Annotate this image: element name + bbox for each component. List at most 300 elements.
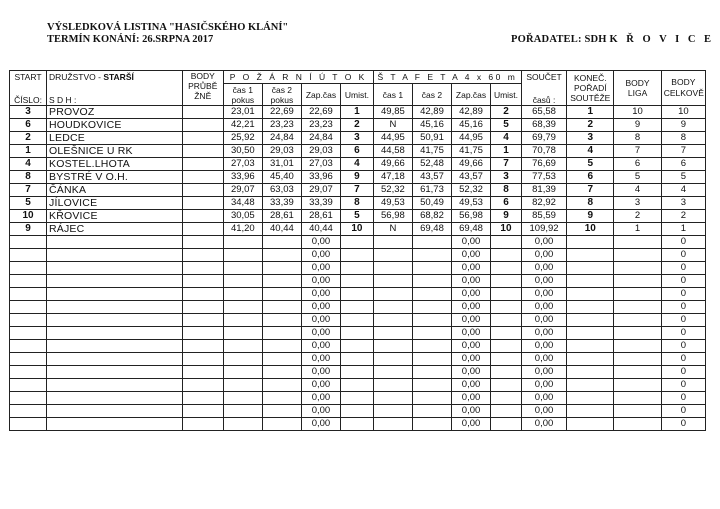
cell-body-prubezne [182, 301, 223, 314]
cell-start [10, 262, 47, 275]
cell-pu-zap: 27,03 [301, 158, 340, 171]
cell-body-celkove: 0 [661, 366, 705, 379]
cell-body-liga [614, 392, 661, 405]
cell-pu-umist: 9 [340, 171, 373, 184]
table-row [10, 132, 706, 145]
cell-pu-cas2: 28,61 [262, 210, 301, 223]
cell-st-umist: 8 [491, 184, 522, 197]
cell-st-cas1 [373, 353, 412, 366]
cell-konec-poradi [567, 301, 614, 314]
cell-pu-cas1 [223, 379, 262, 392]
cell-body-liga [614, 314, 661, 327]
cell-pu-cas2 [262, 236, 301, 249]
cell-pu-umist: 10 [340, 223, 373, 236]
cell-st-zap: 0,00 [452, 366, 491, 379]
cell-st-cas1: N [373, 223, 412, 236]
cell-konec-poradi: 10 [567, 223, 614, 236]
cell-konec-poradi [567, 366, 614, 379]
cell-body-prubezne [182, 262, 223, 275]
cell-team [47, 366, 183, 379]
cell-team [47, 405, 183, 418]
cell-soucet: 0,00 [521, 275, 566, 288]
cell-body-liga [614, 353, 661, 366]
cell-start [10, 379, 47, 392]
cell-st-zap: 69,48 [452, 223, 491, 236]
cell-konec-poradi: 8 [567, 197, 614, 210]
cell-st-zap: 0,00 [452, 275, 491, 288]
cell-st-cas1: 44,95 [373, 132, 412, 145]
cell-body-liga: 6 [614, 158, 661, 171]
cell-st-zap: 49,53 [452, 197, 491, 210]
cell-pu-zap: 23,23 [301, 119, 340, 132]
cell-soucet: 69,79 [521, 132, 566, 145]
col-soucet-bottom: časů : [521, 84, 566, 106]
cell-pu-cas1: 33,96 [223, 171, 262, 184]
cell-start: 2 [10, 132, 47, 145]
cell-body-prubezne [182, 145, 223, 158]
cell-konec-poradi: 2 [567, 119, 614, 132]
table-row [10, 184, 706, 197]
col-st-zap: Zap.čas [452, 84, 491, 106]
cell-body-liga: 1 [614, 223, 661, 236]
col-body-liga: BODY LIGA [614, 71, 661, 106]
cell-konec-poradi [567, 379, 614, 392]
cell-st-cas2 [412, 249, 451, 262]
cell-st-umist: 7 [491, 158, 522, 171]
cell-pu-cas2: 31,01 [262, 158, 301, 171]
cell-body-celkove: 0 [661, 249, 705, 262]
col-st-umist: Umist. [491, 84, 522, 106]
cell-st-zap: 41,75 [452, 145, 491, 158]
cell-team: PROVOZ [47, 106, 183, 119]
cell-konec-poradi [567, 340, 614, 353]
cell-soucet: 68,39 [521, 119, 566, 132]
cell-pu-zap: 0,00 [301, 275, 340, 288]
cell-st-cas2 [412, 262, 451, 275]
col-pozarni-utok: P O Ž Á R N Í Ú T O K [223, 71, 373, 84]
cell-st-cas1: 44,58 [373, 145, 412, 158]
cell-body-prubezne [182, 249, 223, 262]
cell-konec-poradi [567, 236, 614, 249]
col-konec-poradi: KONEČ. POŘADÍ SOUTĚŽE [567, 71, 614, 106]
cell-st-cas2 [412, 340, 451, 353]
cell-soucet: 82,92 [521, 197, 566, 210]
document-title [47, 22, 288, 46]
cell-st-cas2: 50,91 [412, 132, 451, 145]
cell-st-cas1: 56,98 [373, 210, 412, 223]
cell-body-prubezne [182, 223, 223, 236]
cell-team [47, 379, 183, 392]
col-soucet-top: SOUČET [521, 71, 566, 84]
cell-start: 5 [10, 197, 47, 210]
cell-konec-poradi [567, 353, 614, 366]
cell-start [10, 249, 47, 262]
cell-body-liga: 10 [614, 106, 661, 119]
cell-st-cas1: 49,53 [373, 197, 412, 210]
cell-st-umist [491, 418, 522, 431]
cell-body-prubezne [182, 288, 223, 301]
cell-konec-poradi [567, 392, 614, 405]
title-line-1: VÝSLEDKOVÁ LISTINA "HASIČSKÉHO KLÁNÍ" [47, 22, 289, 33]
cell-body-celkove: 0 [661, 379, 705, 392]
cell-body-prubezne [182, 184, 223, 197]
table-row [10, 236, 706, 249]
cell-pu-cas1 [223, 275, 262, 288]
cell-pu-cas1: 34,48 [223, 197, 262, 210]
cell-st-zap: 0,00 [452, 379, 491, 392]
cell-st-umist [491, 405, 522, 418]
cell-pu-cas1: 30,50 [223, 145, 262, 158]
cell-pu-umist [340, 418, 373, 431]
cell-team [47, 301, 183, 314]
table-row [10, 353, 706, 366]
cell-soucet: 81,39 [521, 184, 566, 197]
cell-pu-zap: 0,00 [301, 340, 340, 353]
table-row [10, 340, 706, 353]
cell-team [47, 275, 183, 288]
cell-pu-cas1 [223, 288, 262, 301]
cell-body-celkove: 0 [661, 314, 705, 327]
cell-start [10, 327, 47, 340]
cell-st-umist [491, 340, 522, 353]
table-row [10, 119, 706, 132]
cell-st-zap: 0,00 [452, 327, 491, 340]
cell-pu-zap: 28,61 [301, 210, 340, 223]
cell-st-cas2: 43,57 [412, 171, 451, 184]
cell-st-zap: 0,00 [452, 249, 491, 262]
cell-pu-cas2 [262, 327, 301, 340]
cell-pu-zap: 0,00 [301, 379, 340, 392]
cell-team: HOUDKOVICE [47, 119, 183, 132]
cell-pu-zap: 0,00 [301, 249, 340, 262]
cell-st-cas1 [373, 327, 412, 340]
cell-pu-umist [340, 262, 373, 275]
cell-pu-umist [340, 340, 373, 353]
col-body-prubezne: BODY PRŮBĚ ŽNĚ [182, 71, 223, 106]
cell-start: 1 [10, 145, 47, 158]
cell-soucet: 0,00 [521, 405, 566, 418]
results-table [9, 70, 706, 431]
cell-start [10, 314, 47, 327]
cell-konec-poradi [567, 275, 614, 288]
cell-start [10, 301, 47, 314]
cell-pu-zap: 24,84 [301, 132, 340, 145]
table-row [10, 405, 706, 418]
cell-st-zap: 0,00 [452, 418, 491, 431]
cell-pu-zap: 40,44 [301, 223, 340, 236]
cell-body-prubezne [182, 236, 223, 249]
cell-soucet: 0,00 [521, 418, 566, 431]
cell-start [10, 405, 47, 418]
cell-pu-umist [340, 379, 373, 392]
cell-st-zap: 0,00 [452, 236, 491, 249]
cell-start: 9 [10, 223, 47, 236]
druzstvo-category: STARŠÍ [103, 72, 134, 83]
cell-st-cas1 [373, 379, 412, 392]
cell-start [10, 236, 47, 249]
table-row [10, 275, 706, 288]
cell-body-celkove: 9 [661, 119, 705, 132]
cell-pu-zap: 0,00 [301, 236, 340, 249]
cell-konec-poradi [567, 327, 614, 340]
cell-body-liga: 7 [614, 145, 661, 158]
organizer-label: POŘADATEL: [511, 34, 582, 45]
cell-st-umist [491, 288, 522, 301]
cell-st-cas2 [412, 327, 451, 340]
cell-st-cas2: 69,48 [412, 223, 451, 236]
cell-st-zap: 0,00 [452, 392, 491, 405]
table-row [10, 249, 706, 262]
cell-soucet: 0,00 [521, 340, 566, 353]
cell-body-celkove: 0 [661, 392, 705, 405]
cell-st-cas2 [412, 392, 451, 405]
cell-st-cas1: N [373, 119, 412, 132]
cell-team [47, 340, 183, 353]
cell-start [10, 275, 47, 288]
cell-body-celkove: 0 [661, 288, 705, 301]
cell-st-cas1: 49,85 [373, 106, 412, 119]
cell-body-celkove: 4 [661, 184, 705, 197]
cell-body-prubezne [182, 366, 223, 379]
col-st-cas2: čas 2 [412, 84, 451, 106]
col-pu-cas2: čas 2 pokus [262, 84, 301, 106]
cell-body-celkove: 10 [661, 106, 705, 119]
cell-pu-cas2 [262, 340, 301, 353]
cell-soucet: 109,92 [521, 223, 566, 236]
cell-pu-zap: 29,07 [301, 184, 340, 197]
cell-pu-cas1 [223, 327, 262, 340]
cell-pu-zap: 0,00 [301, 353, 340, 366]
cell-start: 3 [10, 106, 47, 119]
cell-st-cas1 [373, 366, 412, 379]
cell-pu-umist: 5 [340, 210, 373, 223]
cell-st-zap: 0,00 [452, 262, 491, 275]
cell-body-liga [614, 418, 661, 431]
cell-st-zap: 44,95 [452, 132, 491, 145]
cell-pu-cas2 [262, 379, 301, 392]
cell-st-cas2 [412, 301, 451, 314]
cell-pu-umist [340, 366, 373, 379]
cell-pu-cas1 [223, 418, 262, 431]
table-row [10, 210, 706, 223]
cell-st-umist: 9 [491, 210, 522, 223]
cell-st-umist [491, 262, 522, 275]
cell-team [47, 392, 183, 405]
cell-body-liga [614, 275, 661, 288]
cell-st-zap: 0,00 [452, 288, 491, 301]
cell-start: 4 [10, 158, 47, 171]
cell-st-cas2 [412, 236, 451, 249]
table-header [10, 71, 706, 106]
cell-body-liga: 4 [614, 184, 661, 197]
cell-st-cas2: 52,48 [412, 158, 451, 171]
cell-pu-cas2 [262, 301, 301, 314]
cell-body-prubezne [182, 132, 223, 145]
table-row [10, 288, 706, 301]
cell-team [47, 262, 183, 275]
col-sdh: S D H : [47, 84, 183, 106]
cell-pu-cas1: 42,21 [223, 119, 262, 132]
table-row [10, 262, 706, 275]
cell-pu-zap: 0,00 [301, 301, 340, 314]
cell-st-umist: 5 [491, 119, 522, 132]
cell-st-cas2 [412, 366, 451, 379]
cell-st-cas1: 47,18 [373, 171, 412, 184]
cell-pu-cas2: 40,44 [262, 223, 301, 236]
cell-body-celkove: 7 [661, 145, 705, 158]
cell-st-zap: 0,00 [452, 314, 491, 327]
cell-body-prubezne [182, 340, 223, 353]
table-row [10, 145, 706, 158]
cell-konec-poradi: 9 [567, 210, 614, 223]
cell-konec-poradi [567, 314, 614, 327]
cell-pu-cas2: 23,23 [262, 119, 301, 132]
cell-pu-umist [340, 392, 373, 405]
cell-st-cas2 [412, 379, 451, 392]
cell-soucet: 0,00 [521, 262, 566, 275]
cell-body-prubezne [182, 210, 223, 223]
cell-st-zap: 42,89 [452, 106, 491, 119]
table-row [10, 106, 706, 119]
cell-body-celkove: 0 [661, 340, 705, 353]
cell-body-celkove: 0 [661, 262, 705, 275]
table-row [10, 197, 706, 210]
cell-konec-poradi [567, 288, 614, 301]
cell-pu-cas2 [262, 405, 301, 418]
cell-st-cas2 [412, 405, 451, 418]
cell-pu-zap: 29,03 [301, 145, 340, 158]
cell-st-umist [491, 379, 522, 392]
cell-st-umist: 2 [491, 106, 522, 119]
cell-pu-cas2: 45,40 [262, 171, 301, 184]
cell-team [47, 288, 183, 301]
cell-pu-cas1: 29,07 [223, 184, 262, 197]
cell-team: JÍLOVICE [47, 197, 183, 210]
cell-st-cas1 [373, 405, 412, 418]
cell-st-umist: 6 [491, 197, 522, 210]
cell-pu-cas2: 24,84 [262, 132, 301, 145]
cell-st-umist: 10 [491, 223, 522, 236]
cell-st-cas2 [412, 288, 451, 301]
cell-body-liga [614, 340, 661, 353]
cell-soucet: 0,00 [521, 327, 566, 340]
cell-pu-umist: 2 [340, 119, 373, 132]
table-row [10, 223, 706, 236]
cell-soucet: 0,00 [521, 301, 566, 314]
cell-pu-cas2 [262, 275, 301, 288]
col-body-celkove: BODY CELKOVĚ [661, 71, 705, 106]
table-row [10, 379, 706, 392]
table-body [10, 106, 706, 431]
cell-st-zap: 56,98 [452, 210, 491, 223]
cell-pu-zap: 33,39 [301, 197, 340, 210]
cell-body-celkove: 5 [661, 171, 705, 184]
cell-body-liga [614, 288, 661, 301]
cell-st-cas1 [373, 275, 412, 288]
cell-st-umist: 4 [491, 132, 522, 145]
cell-pu-cas2 [262, 366, 301, 379]
table-row [10, 392, 706, 405]
cell-body-celkove: 0 [661, 327, 705, 340]
table-row [10, 366, 706, 379]
cell-body-prubezne [182, 405, 223, 418]
cell-pu-zap: 0,00 [301, 418, 340, 431]
cell-st-zap: 52,32 [452, 184, 491, 197]
cell-konec-poradi: 1 [567, 106, 614, 119]
cell-st-umist [491, 275, 522, 288]
cell-body-celkove: 0 [661, 236, 705, 249]
cell-body-celkove: 1 [661, 223, 705, 236]
cell-start: 10 [10, 210, 47, 223]
cell-team [47, 236, 183, 249]
cell-pu-cas1: 23,01 [223, 106, 262, 119]
cell-body-liga [614, 262, 661, 275]
cell-st-umist [491, 301, 522, 314]
cell-soucet: 0,00 [521, 314, 566, 327]
cell-st-cas1 [373, 262, 412, 275]
col-start-bottom: ČÍSLO: [10, 84, 47, 106]
cell-pu-cas1 [223, 340, 262, 353]
cell-pu-cas2 [262, 418, 301, 431]
cell-pu-umist [340, 288, 373, 301]
cell-konec-poradi: 5 [567, 158, 614, 171]
cell-st-umist [491, 353, 522, 366]
col-st-cas1: čas 1 [373, 84, 412, 106]
cell-soucet: 0,00 [521, 353, 566, 366]
cell-pu-umist: 4 [340, 158, 373, 171]
cell-soucet: 0,00 [521, 366, 566, 379]
cell-body-liga [614, 236, 661, 249]
cell-pu-zap: 0,00 [301, 392, 340, 405]
cell-st-cas2 [412, 418, 451, 431]
cell-body-celkove: 3 [661, 197, 705, 210]
cell-pu-zap: 33,96 [301, 171, 340, 184]
cell-st-umist: 1 [491, 145, 522, 158]
cell-team: KOSTEL.LHOTA [47, 158, 183, 171]
cell-st-cas2: 41,75 [412, 145, 451, 158]
cell-st-cas2: 50,49 [412, 197, 451, 210]
cell-start [10, 353, 47, 366]
cell-st-cas2 [412, 275, 451, 288]
cell-pu-cas2 [262, 288, 301, 301]
cell-body-prubezne [182, 353, 223, 366]
cell-pu-umist [340, 314, 373, 327]
cell-body-celkove: 0 [661, 301, 705, 314]
col-start-top: START [10, 71, 47, 84]
cell-body-liga: 8 [614, 132, 661, 145]
cell-st-cas1 [373, 288, 412, 301]
cell-konec-poradi [567, 262, 614, 275]
cell-body-prubezne [182, 314, 223, 327]
cell-body-prubezne [182, 119, 223, 132]
cell-team [47, 249, 183, 262]
cell-pu-umist [340, 275, 373, 288]
cell-konec-poradi: 7 [567, 184, 614, 197]
cell-st-cas1 [373, 392, 412, 405]
cell-team: BYSTRÉ V O.H. [47, 171, 183, 184]
cell-pu-umist: 6 [340, 145, 373, 158]
cell-st-umist [491, 249, 522, 262]
cell-body-prubezne [182, 106, 223, 119]
cell-pu-umist [340, 353, 373, 366]
cell-soucet: 0,00 [521, 392, 566, 405]
cell-start [10, 418, 47, 431]
organizer-prefix: SDH [584, 34, 607, 45]
cell-st-cas2 [412, 353, 451, 366]
cell-st-zap: 43,57 [452, 171, 491, 184]
cell-pu-zap: 0,00 [301, 405, 340, 418]
cell-soucet: 77,53 [521, 171, 566, 184]
